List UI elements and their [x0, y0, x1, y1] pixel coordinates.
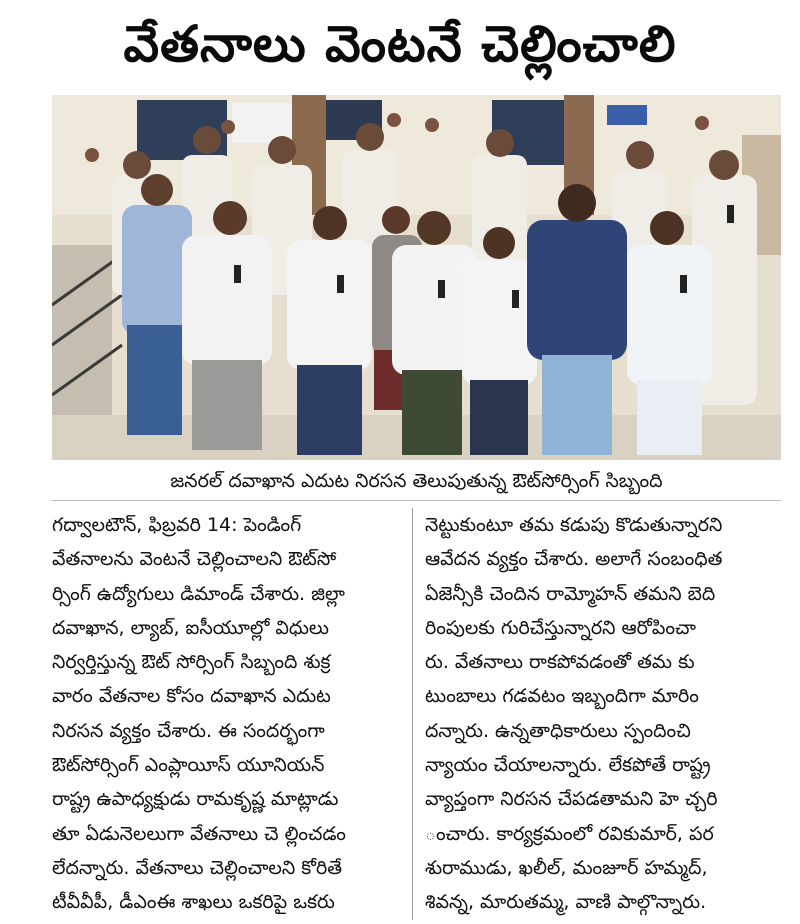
body-line: తూ ఏడునెలలుగా వేతనాలు చె ల్లించడం [52, 822, 346, 845]
body-line: నిర్వర్తిస్తున్న ఔట్ సోర్సింగ్ సిబ్బంది శుక్ర [52, 651, 331, 674]
body-line: వ్యాప్తంగా నిరసన చేపడతామని హె చ్చరి [425, 788, 718, 811]
body-line: ంచారు. కార్యక్రమంలో రవికుమార్, పర [425, 822, 714, 845]
body-line: రాష్ట్ర ఉపాధ్యక్షుడు రామకృష్ణ మాట్లాడు [52, 788, 339, 811]
body-line: రింపులకు గురిచేస్తున్నారని ఆరోపించా [425, 616, 696, 639]
body-line: లేదన్నారు. వేతనాలు చెల్లించాలని కోరితే [52, 856, 342, 879]
body-line: రు. వేతనాలు రాకపోవడంతో తమ కు [425, 651, 695, 674]
column-divider [412, 508, 413, 920]
body-line: శివన్న, మారుతమ్మ, వాణి పాల్గొన్నారు. [425, 891, 707, 914]
body-line: నెట్టుకుంటూ తమ కడుపు కొడుతున్నారని [425, 514, 723, 536]
body-line: ర్సింగ్ ఉద్యోగులు డిమాండ్ చేశారు. జిల్లా [52, 582, 345, 605]
body-line: శురాముడు, ఖలీల్, మంజూర్ హమ్మద్, [425, 856, 708, 879]
article-column-right [425, 508, 777, 920]
body-line: వేతనాలను వెంటనే చెల్లించాలని ఔట్‌సో [52, 548, 337, 571]
group-protest-photo [52, 95, 781, 460]
body-line: న్యాయం చేయాలన్నారు. లేకపోతే రాష్ట్ర [425, 754, 711, 777]
article-column-left [52, 508, 404, 920]
body-line: వారం వేతనాల కోసం దవాఖాన ఎదుట [52, 685, 331, 708]
body-line: ఆవేదన వ్యక్తం చేశారు. అలాగే సంబంధిత [425, 548, 723, 571]
headline: వేతనాలు వెంటనే చెల్లించాలి [123, 15, 677, 73]
body-line: టీవీవీపీ, డీఎంఈ శాఖలు ఒకరిపై ఒకరు [52, 891, 335, 914]
caption-rule [52, 500, 781, 501]
body-line: నిరసన వ్యక్తం చేశారు. ఈ సందర్భంగా [52, 719, 325, 742]
body-line: దన్నారు. ఉన్నతాధికారులు స్పందించి [425, 719, 691, 742]
body-line: టుంబాలు గడవటం ఇబ్బందిగా మారిం [425, 685, 699, 708]
photo-caption: జనరల్ దవాఖాన ఎదుట నిరసన తెలుపుతున్న ఔట్‌సోర్సింగ్ సిబ్బంది [170, 470, 663, 492]
body-line: గద్వాలటౌన్, ఫిబ్రవరి 14: పెండింగ్ [52, 514, 302, 536]
photo-illustration [52, 95, 781, 460]
body-line: ఏజెన్సీకి చెందిన రామ్మోహన్ తమని బెది [425, 582, 716, 605]
body-line: ఔట్‌సోర్సింగ్ ఎంప్లాయీస్ యూనియన్ [52, 754, 325, 777]
body-line: దవాఖాన, ల్యాబ్, ఐసీయూల్లో విధులు [52, 616, 329, 639]
